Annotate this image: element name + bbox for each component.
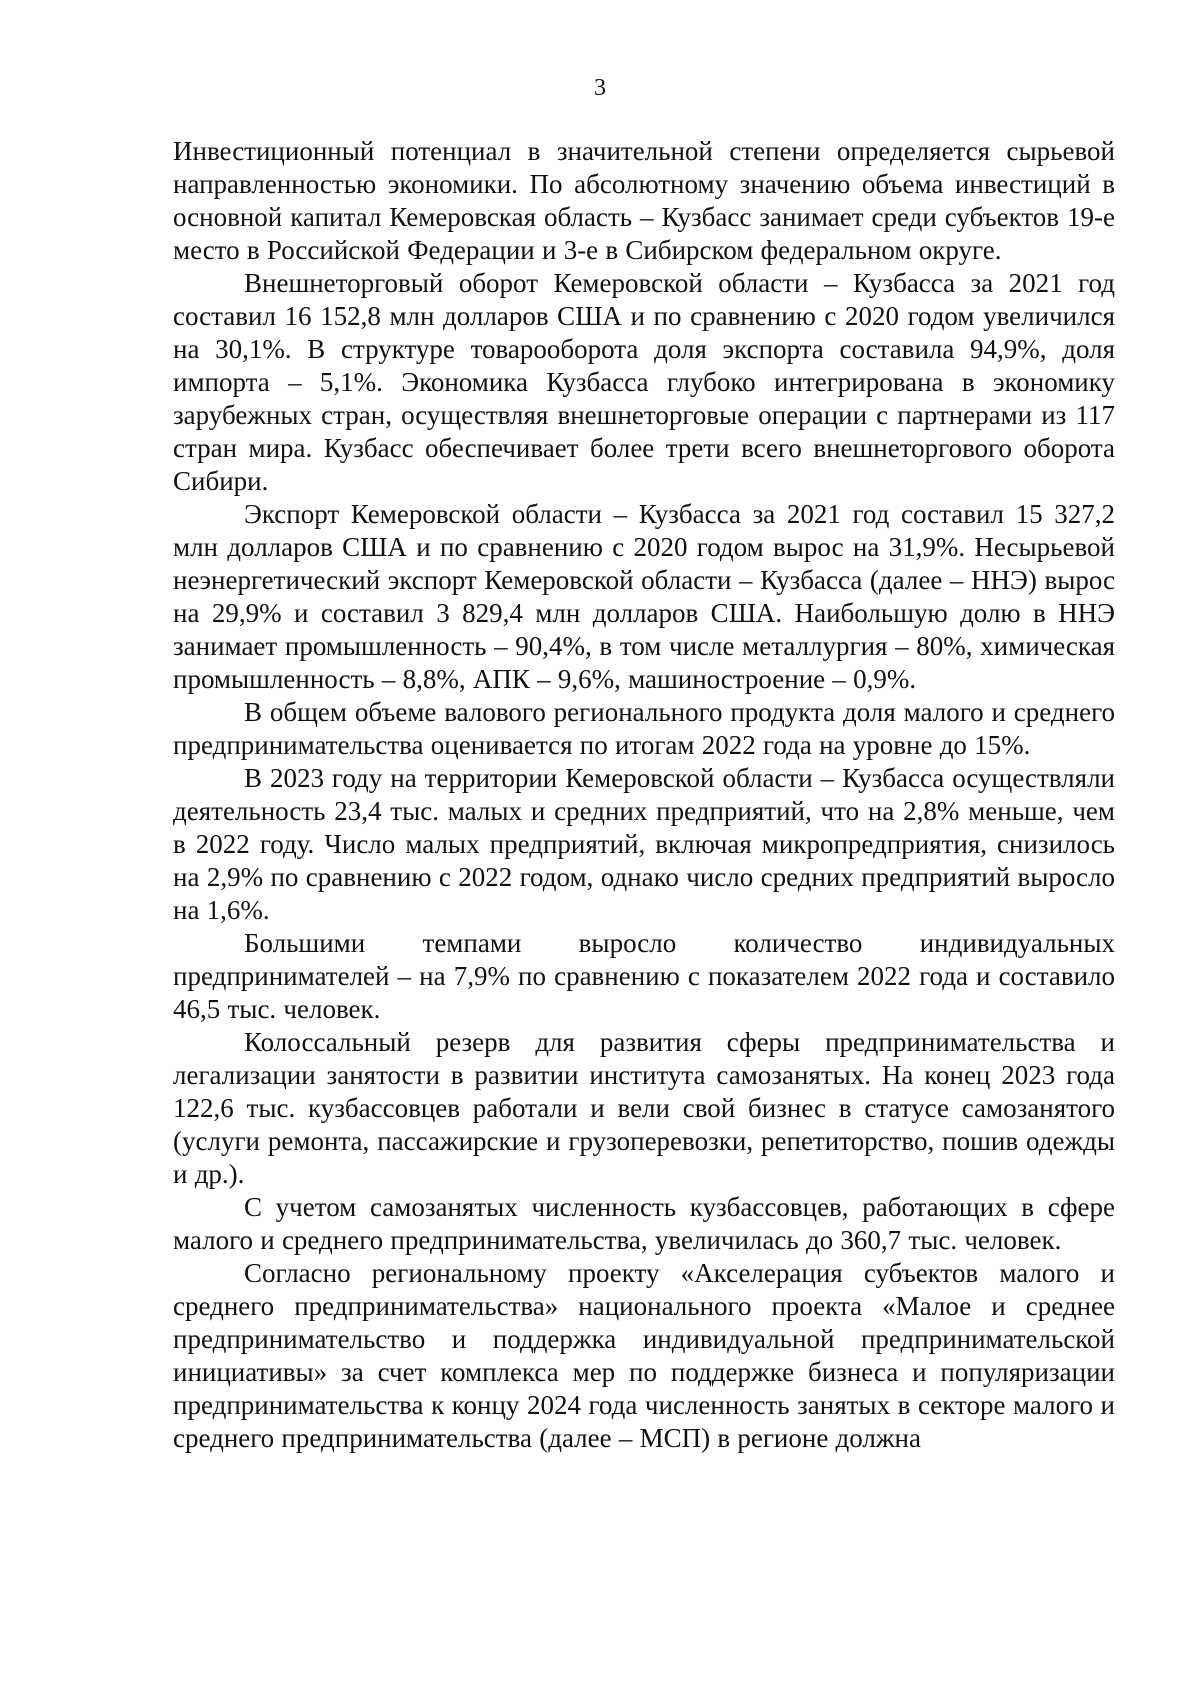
paragraph-individual-entrepreneurs: Большими темпами выросло количество индивидуальных предпринимателей – на 7,9% по сравнению с показателем 2022 года и составило 46,5 тыс. человек. [173, 928, 1115, 1024]
paragraph-self-employed: Колоссальный резерв для развития сферы предпринимательства и легализации занятости в развитии института самозанятых. На конец 2023 года 122,6 тыс. кузбассовцев работали и вели свой бизнес в статусе самозанятого (услуги ремонта, пассажирские и грузоперевозки, репетиторство, пошив одежды и др.). [173, 1027, 1115, 1189]
paragraph-sme-employment: С учетом самозанятых численность кузбассовцев, работающих в сфере малого и среднего предпринимательства, увеличилась до 360,7 тыс. человек. [173, 1192, 1115, 1255]
paragraph-export: Экспорт Кемеровской области – Кузбасса за 2021 год составил 15 327,2 млн долларов США и по сравнению с 2020 годом вырос на 31,9%. Несырьевой неэнергетический экспорт Кемеровской области – Кузбасса (далее – ННЭ) вырос на 29,9% и составил 3 829,4 млн долларов США. Наибольшую долю в ННЭ занимает промышленность – 90,4%, в том числе металлургия – 80%, химическая промышленность – 8,8%, АПК – 9,6%, машиностроение – 0,9%. [173, 499, 1115, 694]
paragraph-regional-project: Согласно региональному проекту «Акселерация субъектов малого и среднего предпринимательства» национального проекта «Малое и среднее предпринимательство и поддержка индивидуальной предпринимательской инициативы» за счет комплекса мер по поддержке бизнеса и популяризации предпринимательства к концу 2024 года численность занятых в секторе малого и среднего предпринимательства (далее – МСП) в регионе должна [173, 1258, 1115, 1453]
body-text [173, 135, 1115, 1455]
paragraph-grp-share: В общем объеме валового регионального продукта доля малого и среднего предпринимательства оценивается по итогам 2022 года на уровне до 15%. [173, 697, 1115, 760]
paragraph-sme-count: В 2023 году на территории Кемеровской области – Кузбасса осуществляли деятельность 23,4 тыс. малых и средних предприятий, что на 2,8% меньше, чем в 2022 году. Число малых предприятий, включая микропредприятия, снизилось на 2,9% по сравнению с 2022 годом, однако число средних предприятий выросло на 1,6%. [173, 763, 1115, 925]
page-number: 3 [594, 75, 606, 101]
paragraph-investment-potential: Инвестиционный потенциал в значительной степени определяется сырьевой направленностью экономики. По абсолютному значению объема инвестиций в основной капитал Кемеровская область – Кузбасс занимает среди субъектов 19-е место в Российской Федерации и 3-е в Сибирском федеральном округе. [173, 136, 1115, 265]
paragraph-foreign-trade: Внешнеторговый оборот Кемеровской области – Кузбасса за 2021 год составил 16 152,8 млн долларов США и по сравнению с 2020 годом увеличился на 30,1%. В структуре товарооборота доля экспорта составила 94,9%, доля импорта – 5,1%. Экономика Кузбасса глубоко интегрирована в экономику зарубежных стран, осуществляя внешнеторговые операции с партнерами из 117 стран мира. Кузбасс обеспечивает более трети всего внешнеторгового оборота Сибири. [173, 268, 1115, 496]
